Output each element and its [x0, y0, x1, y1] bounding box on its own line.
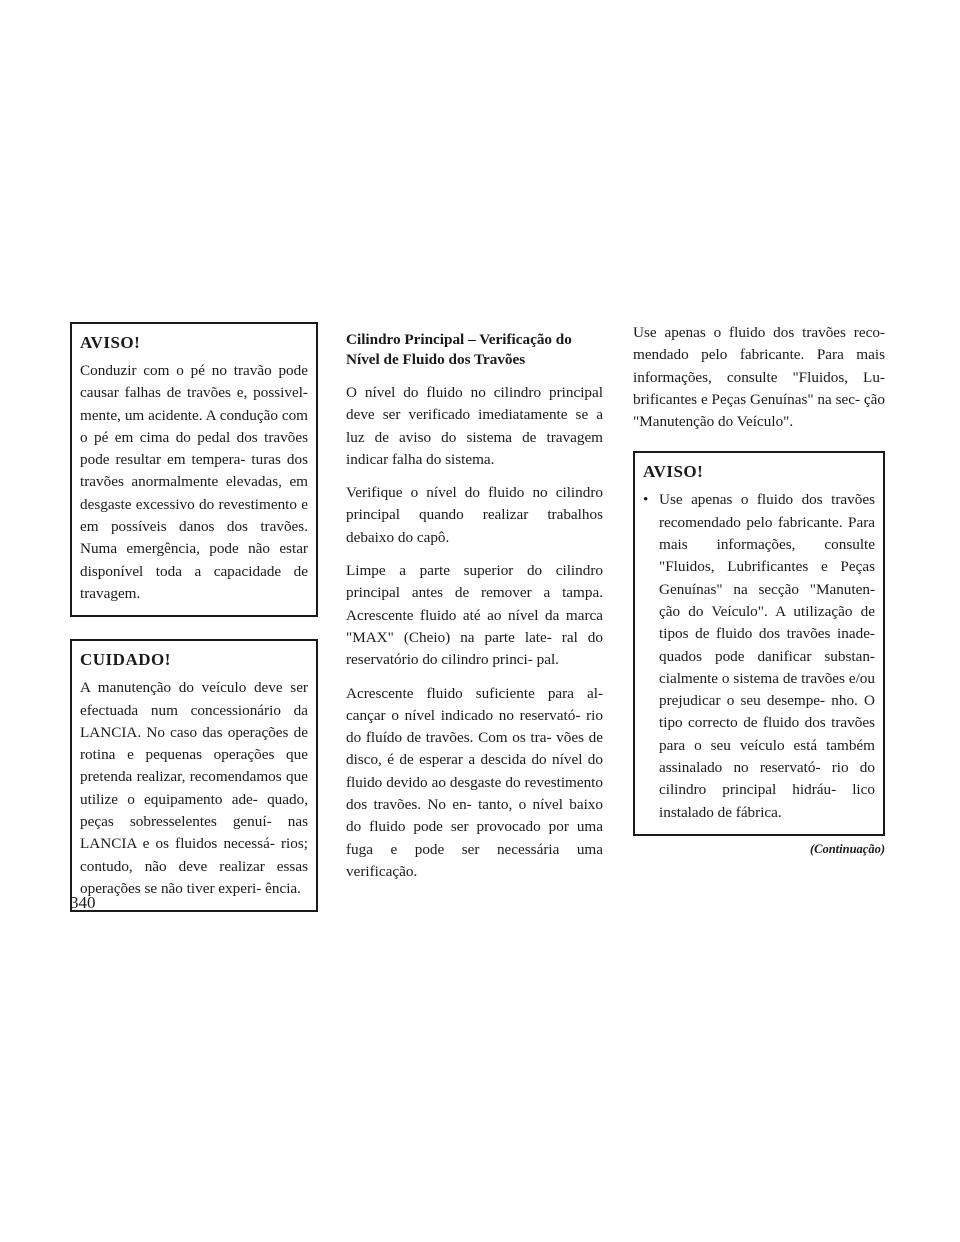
warning-title: AVISO! — [643, 462, 704, 482]
warning-text: Conduzir com o pé no travão pode causar falhas de travões e, possivel- mente, um acidente. A condução com o pé em cima do pedal dos travões pode resultar em tempera- turas dos travões anormalmente elevadas, em desgaste excessivo do revestimento e em possíveis danos dos travões. Numa emergência, pode não estar disponível toda a capacidade de travagem. — [80, 362, 308, 602]
caution-box — [70, 639, 318, 912]
caution-title: CUIDADO! — [80, 650, 171, 670]
page-number: 340 — [70, 893, 96, 912]
paragraph: Verifique o nível do fluido no cilindro principal quando realizar trabalhos debaixo do capô. — [346, 484, 603, 546]
warning-list-item — [643, 489, 875, 823]
section-heading: Cilindro Principal – Verificação do Nível de Fluido dos Travões — [346, 331, 572, 368]
warning-title: AVISO! — [80, 333, 141, 352]
paragraph: Limpe a parte superior do cilindro principal antes de remover a tampa. Acrescente fluido até ao nível da marca "MAX" (Cheio) na parte late- ral do reservatório do cilindro princi- pal. — [346, 562, 603, 669]
bullet-icon: • — [643, 491, 649, 509]
paragraph: Use apenas o fluido dos travões reco- mendado pelo fabricante. Para mais informações, consulte "Fluidos, Lu- brificantes e Peças Genuínas" na sec- ção "Manutenção do Veículo". — [633, 324, 885, 431]
warning-box — [633, 451, 885, 835]
column-right — [633, 322, 885, 857]
paragraph: Acrescente fluido suficiente para al- cançar o nível indicado no reservató- rio do fluído de travões. Com os tra- vões de disco, é de esperar a descida do nível do fluido devido ao desgaste do revestimento dos travões. No en- tanto, o nível baixo do fluido pode ser provocado por uma fuga e pode ser necessária uma verificação. — [346, 684, 603, 880]
column-middle — [346, 322, 603, 894]
warning-box — [70, 322, 318, 617]
continued-label: (Continuação) — [809, 841, 885, 856]
column-left — [70, 322, 318, 912]
caution-text: A manutenção do veículo deve ser efectuada num concessionário da LANCIA. No caso das operações de rotina e pequenas operações que pretenda realizar, recomendamos que utilize o equipamento ade- quado, peças sobresselentes genuí- nas LANCIA e os fluidos necessá- rios; contudo, não deve realizar essas operações se não tiver experi- ência. — [80, 679, 308, 897]
warning-list-item-text: Use apenas o fluido dos travões recomendado pelo fabricante. Para mais informações, consulte "Fluidos, Lubrificantes e Peças Genuínas" na secção "Manuten- ção do Veículo". A utilização de tipos de fluido dos travões inade- quados pode danificar substan- cialmente o sistema de travões e/ou prejudicar o seu desempe- nho. O tipo correcto de fluido dos travões para o seu veículo está também assinalado no reservató- rio do cilindro principal hidráu- lico instalado de fábrica. — [659, 491, 875, 821]
warning-list — [643, 489, 875, 823]
paragraph: O nível do fluido no cilindro principal deve ser verificado imediatamente se a luz de aviso do sistema de travagem indicar falha do sistema. — [346, 384, 603, 468]
